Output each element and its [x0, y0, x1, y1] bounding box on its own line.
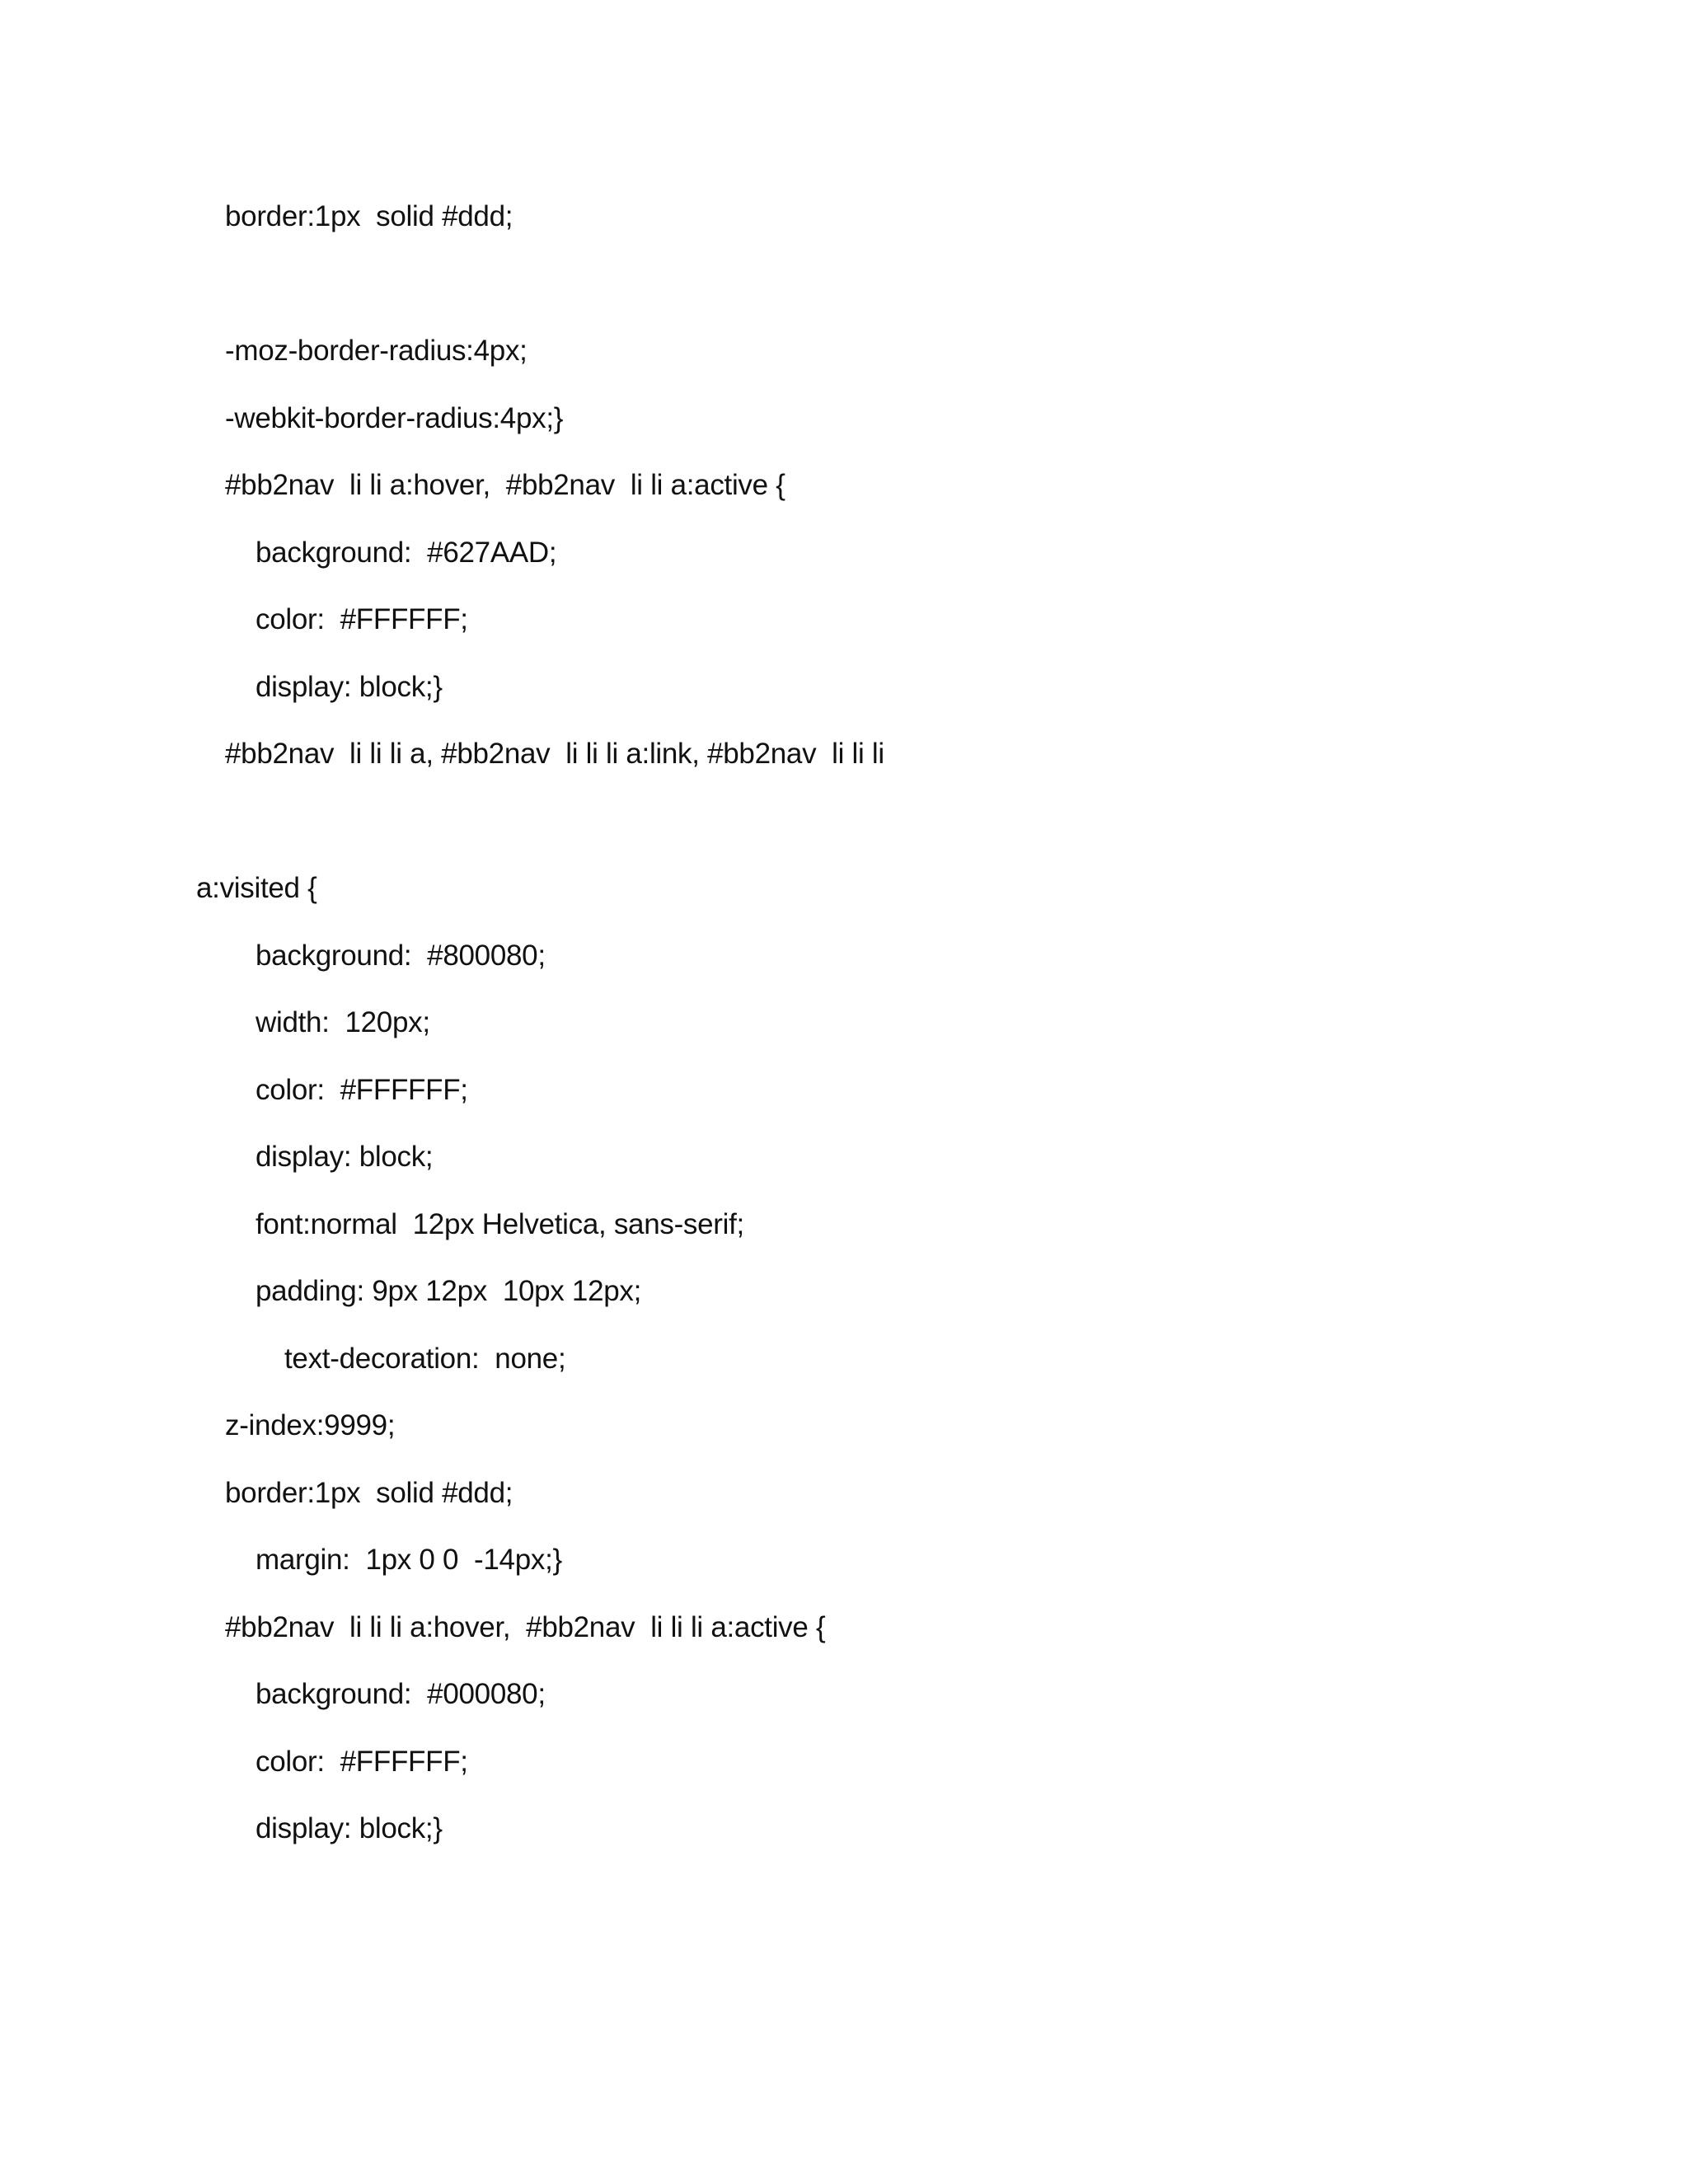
code-line: background: #800080; — [256, 940, 546, 972]
code-line: color: #FFFFFF; — [256, 1074, 468, 1106]
code-line: #bb2nav li li li a:hover, #bb2nav li li li a:active { — [225, 1611, 826, 1643]
code-line: border:1px solid #ddd; — [225, 1477, 513, 1509]
code-line: color: #FFFFFF; — [256, 1746, 468, 1778]
code-line: display: block;} — [256, 671, 443, 703]
code-line: text-decoration: none; — [284, 1343, 566, 1375]
code-line: a:visited { — [196, 872, 317, 904]
code-line: margin: 1px 0 0 -14px;} — [256, 1544, 562, 1576]
code-line: -webkit-border-radius:4px;} — [225, 402, 564, 434]
code-line: border:1px solid #ddd; — [225, 200, 513, 232]
code-line: -moz-border-radius:4px; — [225, 335, 528, 367]
code-line: font:normal 12px Helvetica, sans-serif; — [256, 1208, 744, 1240]
code-line: background: #000080; — [256, 1678, 546, 1710]
code-line: color: #FFFFFF; — [256, 603, 468, 635]
code-line: display: block; — [256, 1141, 434, 1173]
code-line: z-index:9999; — [225, 1409, 396, 1441]
code-line: #bb2nav li li a:hover, #bb2nav li li a:active { — [225, 469, 785, 501]
code-line: width: 120px; — [256, 1006, 430, 1038]
code-line: display: block;} — [256, 1812, 443, 1844]
code-line: #bb2nav li li li a, #bb2nav li li li a:link, #bb2nav li li li — [225, 738, 884, 770]
code-line: padding: 9px 12px 10px 12px; — [256, 1275, 642, 1307]
code-line: background: #627AAD; — [256, 537, 557, 569]
